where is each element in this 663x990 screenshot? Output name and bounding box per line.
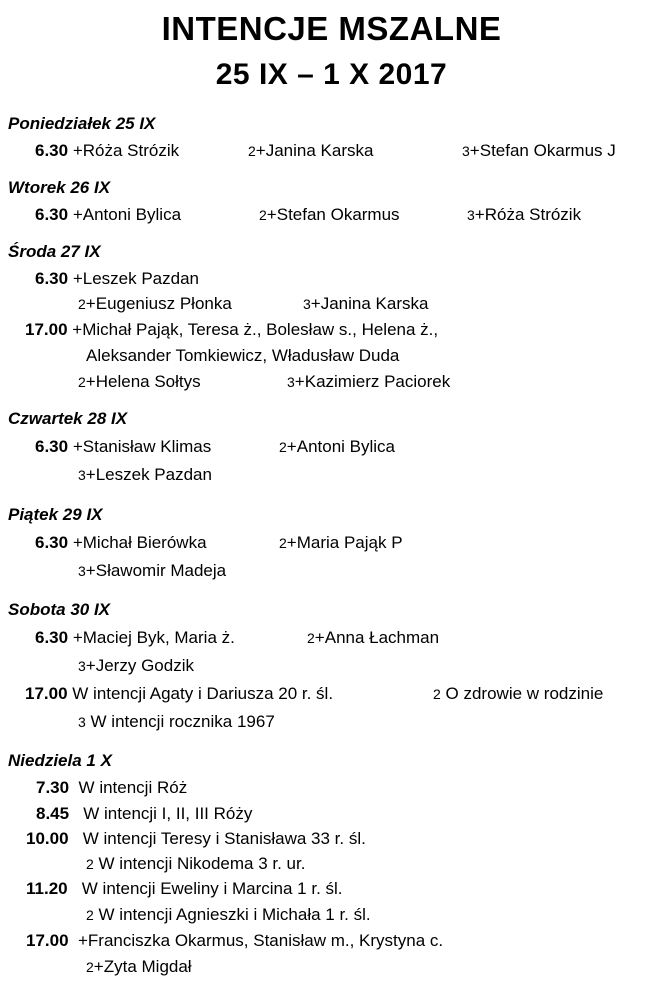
mass-time-label: 17.00 [25,320,68,339]
intention: +Michał Pająk, Teresa ż., Bolesław s., Helena ż., [72,320,439,339]
intention-number: 2 [279,535,287,551]
intention-2 [78,372,201,392]
intention-2 [78,294,232,314]
day-heading-tuesday: Wtorek 26 IX [8,178,111,197]
intention-3 [78,712,275,732]
intention-number: 3 [287,374,295,390]
intention-3 [462,141,616,161]
mass-time-label: 6.30 [35,437,69,456]
mass-time-label: 7.30 [36,778,70,797]
intention-number: 2 [86,907,94,923]
mass-time [26,879,343,899]
mass-time [35,628,235,648]
mass-time [35,269,199,289]
intention: +Antoni Bylica [72,205,182,224]
intention-text: +Zyta Migdał [93,957,192,976]
mass-time-label: 6.30 [35,533,69,552]
mass-time-label: 6.30 [35,628,69,647]
intention-text: +Stefan Okarmus J [469,141,616,160]
mass-time-label: 6.30 [35,269,69,288]
intention: W intencji I, II, III Róży [83,804,253,823]
intention: +Stanisław Klimas [72,437,212,456]
mass-time [26,829,366,849]
day-heading-saturday: Sobota 30 IX [8,600,111,619]
intention-2 [279,533,403,553]
intention-text: O zdrowie w rodzinie [445,684,604,703]
intention-continuation: Aleksander Tomkiewicz, Władusław Duda [86,346,400,365]
day-heading-thursday: Czwartek 28 IX [8,409,128,428]
intention-number: 3 [303,296,311,312]
intention: +Michał Bierówka [72,533,207,552]
day-heading-wednesday: Środa 27 IX [8,242,101,261]
intention-number: 2 [259,207,267,223]
intention-text: +Kazimierz Paciorek [294,372,451,391]
intention-number: 2 [248,143,256,159]
intention-number: 2 [78,374,86,390]
intention-number: 2 [307,630,315,646]
intention: W intencji Agaty i Dariusza 20 r. śl. [72,684,334,703]
intention-text: +Janina Karska [310,294,429,313]
intention-number: 2 [433,686,441,702]
mass-time [35,205,181,225]
page-title: INTENCJE MSZALNE [161,10,502,47]
intention-text: +Eugeniusz Płonka [85,294,232,313]
mass-time-label: 6.30 [35,141,69,160]
mass-time-label: 11.20 [26,879,68,898]
intention-text: +Jerzy Godzik [85,656,194,675]
day-heading-monday: Poniedziałek 25 IX [8,114,156,133]
intention-number: 2 [78,296,86,312]
intention-text: +Antoni Bylica [286,437,395,456]
intention-text: +Sławomir Madeja [85,561,227,580]
intention: +Maciej Byk, Maria ż. [72,628,235,647]
intention-2 [86,905,371,925]
intention-number: 3 [467,207,475,223]
intention-2 [248,141,373,161]
intention-text: +Leszek Pazdan [85,465,212,484]
mass-time-label: 8.45 [36,804,70,823]
intention: +Leszek Pazdan [72,269,199,288]
intention-number: 2 [86,856,94,872]
intention-number: 3 [78,467,86,483]
mass-time-label: 17.00 [25,684,68,703]
intention-text: W intencji Nikodema 3 r. ur. [98,854,306,873]
intention-2 [86,854,305,874]
intention-text: +Stefan Okarmus [266,205,400,224]
intention-text: W intencji rocznika 1967 [90,712,275,731]
intention-3 [78,561,226,581]
mass-time-label: 6.30 [35,205,69,224]
intention-number: 3 [78,714,86,730]
mass-time [26,931,443,951]
intention-number: 3 [78,563,86,579]
mass-time [36,804,252,824]
intention: +Róża Strózik [72,141,180,160]
intention-text: +Janina Karska [255,141,374,160]
intention-2 [259,205,400,225]
intention: +Franciszka Okarmus, Stanisław m., Krystyna c. [78,931,444,950]
day-heading-sunday: Niedziela 1 X [8,751,112,770]
intention-2 [433,684,603,704]
mass-time [35,533,207,553]
mass-time [25,320,438,340]
intention-3 [78,465,212,485]
intention-3 [303,294,428,314]
mass-time-label: 17.00 [26,931,69,950]
intention-text: +Róża Strózik [474,205,582,224]
intention-number: 3 [462,143,470,159]
mass-time [35,141,179,161]
mass-time [36,778,187,798]
intention-2 [86,957,192,977]
mass-time-label: 10.00 [26,829,69,848]
intention-number: 3 [78,658,86,674]
intention-3 [78,656,194,676]
intention-text: +Helena Sołtys [85,372,201,391]
date-range: 25 IX – 1 X 2017 [215,58,448,91]
mass-time [25,684,333,704]
intention-number: 2 [279,439,287,455]
intention-3 [467,205,581,225]
intention: W intencji Eweliny i Marcina 1 r. śl. [81,879,343,898]
intention-3 [287,372,450,392]
mass-time [35,437,211,457]
intention-text: +Maria Pająk P [286,533,403,552]
intention-2 [279,437,395,457]
day-heading-friday: Piątek 29 IX [8,505,103,524]
intention-number: 2 [86,959,94,975]
intention-text: W intencji Agnieszki i Michała 1 r. śl. [98,905,371,924]
intention-2 [307,628,439,648]
intention-text: +Anna Łachman [314,628,440,647]
intention: W intencji Róż [78,778,188,797]
intention: W intencji Teresy i Stanisława 33 r. śl. [82,829,366,848]
